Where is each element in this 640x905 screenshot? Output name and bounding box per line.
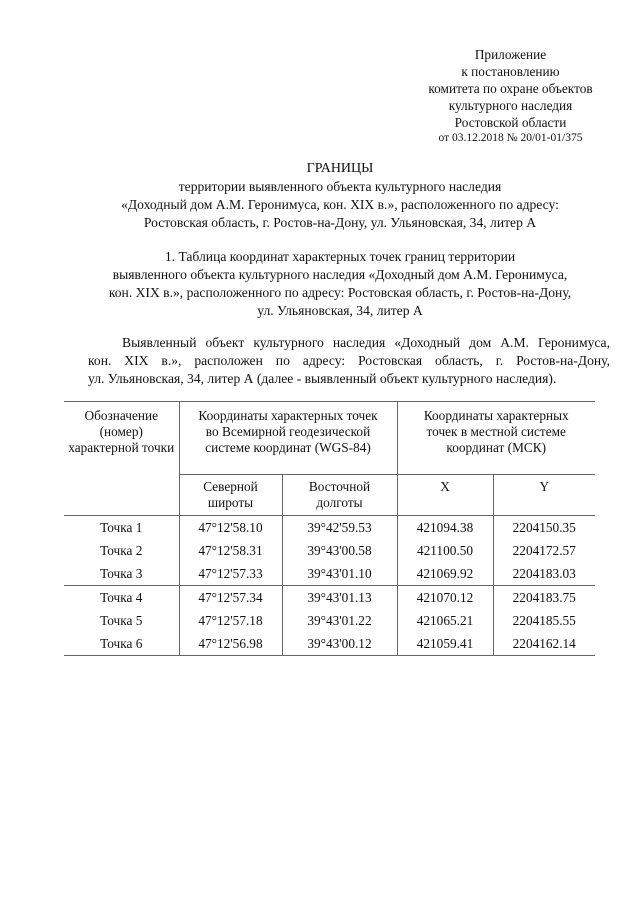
cell-lat: 47°12'57.34 bbox=[179, 586, 282, 610]
cell-lon: 39°43'01.10 bbox=[282, 562, 397, 586]
table-row bbox=[64, 516, 595, 540]
cell-lon: 39°42'59.53 bbox=[282, 516, 397, 540]
header-y: Y bbox=[539, 479, 550, 494]
caption-line: ул. Ульяновская, 34, литер А bbox=[257, 303, 423, 318]
cell-point: Точка 1 bbox=[64, 516, 179, 540]
cell-y: 2204185.55 bbox=[512, 612, 576, 628]
title-line: «Доходный дом А.М. Геронимуса, кон. XIX в.», расположенного по адресу: bbox=[121, 197, 559, 212]
appendix-block bbox=[398, 46, 623, 146]
cell-point: Точка 4 bbox=[64, 586, 179, 610]
header-msk-group: Координаты характерных точек в местной системе координат (МСК) bbox=[397, 402, 595, 475]
table-row bbox=[64, 632, 595, 656]
cell-lon: 39°43'00.58 bbox=[282, 539, 397, 562]
cell-y: 2204183.03 bbox=[512, 565, 576, 581]
title-line: территории выявленного объекта культурного наследия bbox=[178, 179, 502, 194]
intro-line: кон. XIX в.», расположен по адресу: Ростовская область, г. Ростов-на-Дону, bbox=[88, 353, 610, 368]
intro-line: Выявленный объект культурного наследия «Доходный дом А.М. Геронимуса, bbox=[122, 335, 610, 350]
cell-lon: 39°43'01.22 bbox=[282, 609, 397, 632]
cell-x: 421070.12 bbox=[397, 586, 493, 610]
cell-lat: 47°12'57.18 bbox=[179, 609, 282, 632]
cell-y: 2204162.14 bbox=[493, 632, 595, 656]
caption-line: 1. Таблица координат характерных точек границ территории bbox=[164, 249, 516, 264]
cell-x: 421094.38 bbox=[397, 516, 493, 540]
appendix-line: Ростовской области bbox=[454, 115, 567, 130]
table-row bbox=[64, 586, 595, 610]
table-row bbox=[64, 562, 595, 586]
cell-lat: 47°12'58.31 bbox=[179, 539, 282, 562]
cell-x: 421100.50 bbox=[397, 539, 493, 562]
cell-x: 421059.41 bbox=[397, 632, 493, 656]
coordinates-table bbox=[64, 401, 595, 656]
cell-x: 421065.21 bbox=[397, 609, 493, 632]
table-row bbox=[64, 539, 595, 562]
header-lon: Восточной долготы bbox=[282, 475, 397, 516]
appendix-date: от 03.12.2018 № 20/01-01/375 bbox=[438, 132, 583, 144]
caption-line: выявленного объекта культурного наследия «Доходный дом А.М. Геронимуса, bbox=[112, 267, 568, 282]
cell-y: 2204150.35 bbox=[493, 516, 595, 540]
appendix-line: к постановлению bbox=[461, 64, 560, 79]
title-line: Ростовская область, г. Ростов-на-Дону, ул. Ульяновская, 34, литер А bbox=[143, 215, 537, 230]
table-row bbox=[64, 609, 595, 632]
cell-point: Точка 6 bbox=[64, 632, 179, 656]
intro-paragraph bbox=[88, 334, 610, 388]
document-title bbox=[60, 160, 620, 232]
caption-line: кон. XIX в.», расположенного по адресу: Ростовская область, г. Ростов-на-Дону, bbox=[108, 285, 572, 300]
appendix-line: Приложение bbox=[474, 47, 547, 62]
cell-lat: 47°12'58.10 bbox=[179, 516, 282, 540]
cell-lon: 39°43'01.13 bbox=[282, 586, 397, 610]
cell-y: 2204183.75 bbox=[493, 586, 595, 610]
header-lat: Северной широты bbox=[179, 475, 282, 516]
cell-lat: 47°12'57.33 bbox=[179, 562, 282, 586]
appendix-line: культурного наследия bbox=[448, 98, 573, 113]
cell-lon: 39°43'00.12 bbox=[282, 632, 397, 656]
table-caption bbox=[60, 248, 620, 320]
appendix-line: комитета по охране объектов bbox=[428, 81, 593, 96]
cell-point: Точка 2 bbox=[64, 539, 179, 562]
intro-line: ул. Ульяновская, 34, литер А (далее - выявленный объект культурного наследия). bbox=[88, 371, 557, 386]
header-x: X bbox=[397, 475, 493, 516]
cell-lat: 47°12'56.98 bbox=[179, 632, 282, 656]
cell-point: Точка 3 bbox=[64, 562, 179, 586]
cell-point: Точка 5 bbox=[64, 609, 179, 632]
cell-y: 2204172.57 bbox=[512, 542, 576, 558]
header-wgs-group: Координаты характерных точек во Всемирной геодезической системе координат (WGS-84) bbox=[179, 402, 397, 475]
title-heading: ГРАНИЦЫ bbox=[306, 161, 374, 176]
header-designation: Обозначение (номер) характерной точки bbox=[64, 402, 179, 516]
cell-x: 421069.92 bbox=[397, 562, 493, 586]
